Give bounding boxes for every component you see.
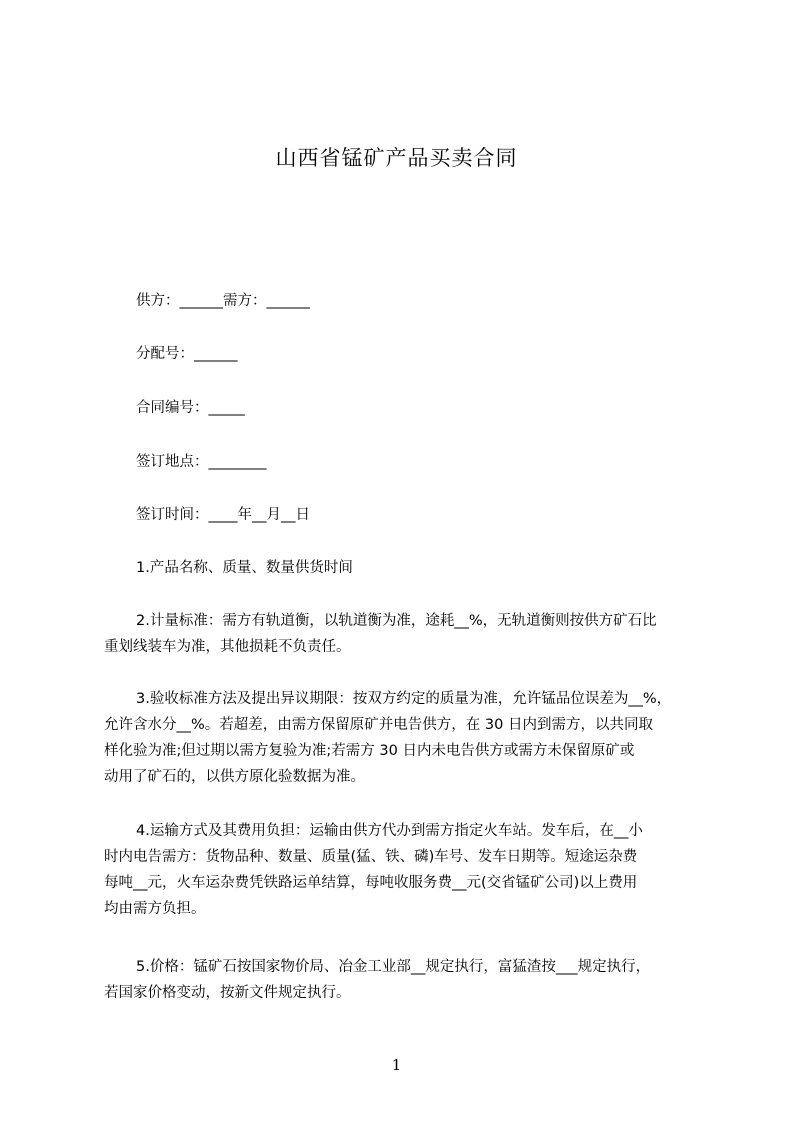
signing-time-field: 签订时间：____年__月__日 <box>136 507 310 523</box>
clause-line: 允许含水分__%。若超差，由需方保留原矿并电告供方，在 30 日内到需方，以共同取 <box>104 717 653 733</box>
clause-2 <box>104 608 714 660</box>
clause-line: 1.产品名称、质量、数量供货时间 <box>136 560 353 576</box>
clause-line: 动用了矿石的，以供方原化验数据为准。 <box>104 769 365 785</box>
clause-line: 5.价格：锰矿石按国家物价局、冶金工业部__规定执行，富猛渣按___规定执行， <box>136 959 651 975</box>
page-number: 1 <box>391 1056 402 1074</box>
clause-1 <box>104 555 714 581</box>
clause-3 <box>104 686 714 790</box>
signing-place-field: 签订地点：________ <box>136 454 267 470</box>
clause-line: 4.运输方式及其费用负担：运输由供方代办到需方指定火车站。发车后，在__小 <box>136 823 643 839</box>
allocation-number-field: 分配号：______ <box>136 346 238 362</box>
page-title: 山西省锰矿产品买卖合同 <box>275 146 518 170</box>
contract-number-field: 合同编号：_____ <box>136 400 245 416</box>
clause-line: 时内电告需方：货物品种、数量、质量(猛、铁、磷)车号、发车日期等。短途运杂费 <box>104 849 638 865</box>
clause-line: 每吨__元，火车运杂费凭铁路运单结算，每吨收服务费__元(交省锰矿公司)以上费用 <box>104 875 638 891</box>
parties-field: 供方：______需方：______ <box>136 293 310 309</box>
clause-line: 样化验为准;但过期以需方复验为准;若需方 30 日内未电告供方或需方未保留原矿或 <box>104 743 635 759</box>
clause-line: 均由需方负担。 <box>104 901 206 917</box>
clause-line: 3.验收标准方法及提出异议期限：按双方约定的质量为准，允许锰品位误差为__%， <box>136 691 672 707</box>
clause-5 <box>104 954 714 1006</box>
clause-line: 若国家价格变动，按新文件规定执行。 <box>104 985 351 1001</box>
clause-line: 重划线装车为准，其他损耗不负责任。 <box>104 639 351 655</box>
clause-4 <box>104 818 714 922</box>
clause-line: 2.计量标准：需方有轨道衡，以轨道衡为准，途耗__%，无轨道衡则按供方矿石比 <box>136 613 657 629</box>
